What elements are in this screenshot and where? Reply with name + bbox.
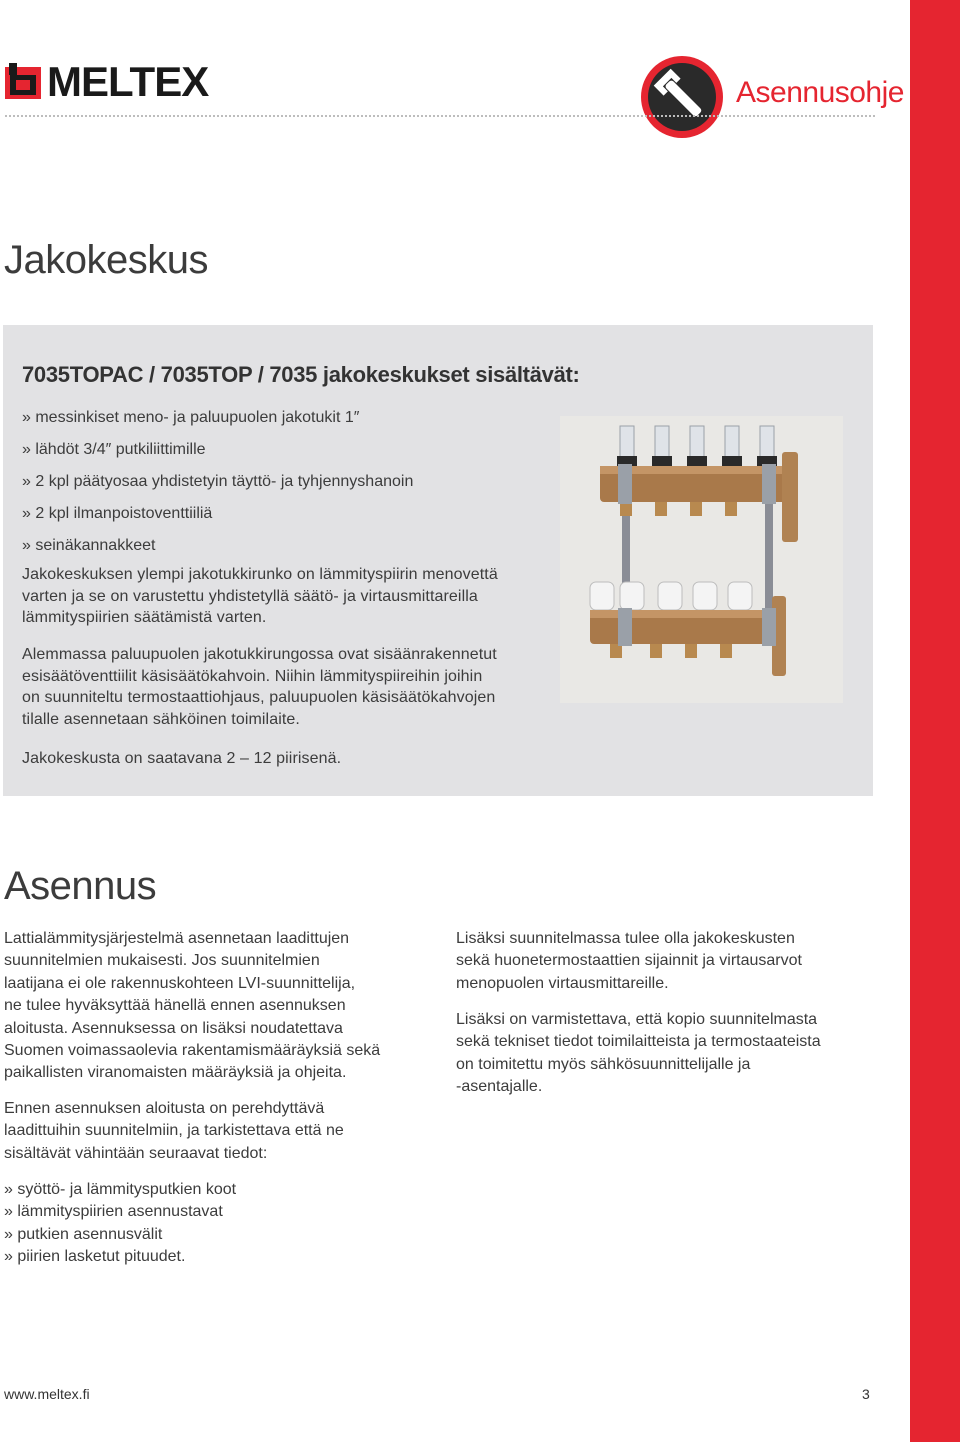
header-divider — [5, 115, 875, 117]
list-item: » piirien lasketut pituudet. — [4, 1248, 186, 1266]
list-item: » syöttö- ja lämmitysputkien koot — [4, 1181, 237, 1198]
required-info-list — [4, 1179, 236, 1269]
box-heading: 7035TOPAC / 7035TOP / 7035 jakokeskukset sisältävät: — [22, 362, 580, 387]
manifold-photo — [560, 416, 843, 703]
installation-paragraph-3: Lisäksi suunnitelmassa tulee olla jakokeskusten sekä huonetermostaattien sijainnit ja virtausarvot menopuolen virtausmittareille. — [456, 930, 802, 992]
box-paragraph-3: Jakokeskusta on saatavana 2 – 12 piirisenä. — [22, 750, 342, 767]
list-item: » lämmityspiirien asennustavat — [4, 1203, 223, 1221]
page-title: Jakokeskus — [4, 238, 208, 282]
list-item: » messinkiset meno- ja paluupuolen jakotukit 1″ — [22, 409, 360, 426]
document-type-label: Asennusohje — [736, 76, 904, 109]
logo-text: MELTEX — [47, 58, 209, 105]
box-paragraph-2: Alemmassa paluupuolen jakotukkirungossa ovat sisäänrakennetut esisäätöventtiilit käsisäätökahvoin. Niihin lämmityspiireihin joihin on suunniteltu termostaattiohjaus, paluupuolen käsisäätökahvojen tilalle asennetaan sähköinen toimilaite. — [22, 646, 497, 728]
logo-mark-icon — [5, 63, 41, 101]
page-number: 3 — [862, 1386, 870, 1402]
footer-url: www.meltex.fi — [4, 1386, 90, 1402]
section-title: Asennus — [4, 864, 157, 908]
wrench-badge-icon — [640, 55, 724, 139]
red-side-bar — [910, 0, 960, 1442]
installation-paragraph-2: Ennen asennuksen aloitusta on perehdyttävä laadittuihin suunnitelmiin, ja tarkistettava että ne sisältävät vähintään seuraavat tiedot: — [4, 1100, 344, 1162]
list-item: » seinäkannakkeet — [22, 537, 156, 554]
list-item: » 2 kpl päätyosaa yhdistetyin täyttö- ja tyhjennyshanoin — [22, 473, 414, 490]
contents-list — [22, 402, 413, 562]
installation-paragraph-1: Lattialämmitysjärjestelmä asennetaan laadittujen suunnitelmien mukaisesti. Jos suunnitelmien laatijana ei ole rakennuskohteen LVI-suunnittelija, ne tulee hyväksyttää hänellä ennen asennuksen aloitusta. Asennuksessa on lisäksi noudatettava Suomen voimassaolevia rakentamismääräyksiä sekä paikallisten viranomaisten määräyksiä ja ohjeita. — [4, 930, 381, 1082]
meltex-logo — [5, 60, 208, 104]
list-item: » 2 kpl ilmanpoistoventtiiliä — [22, 505, 213, 522]
box-paragraph-1: Jakokeskuksen ylempi jakotukkirunko on lämmityspiirin menovettä varten ja se on varustettu yhdistetyllä säätö- ja virtausmittareilla lämmityspiirien säätämistä varten. — [22, 566, 498, 626]
list-item: » putkien asennusvälit — [4, 1225, 163, 1243]
installation-paragraph-4: Lisäksi on varmistettava, että kopio suunnitelmasta sekä tekniset tiedot toimilaitteista ja termostaateista on toimitettu myös sähkösuunnittelijalle ja -asentajalle. — [456, 1011, 821, 1096]
list-item: » lähdöt 3/4″ putkiliittimille — [22, 441, 206, 458]
